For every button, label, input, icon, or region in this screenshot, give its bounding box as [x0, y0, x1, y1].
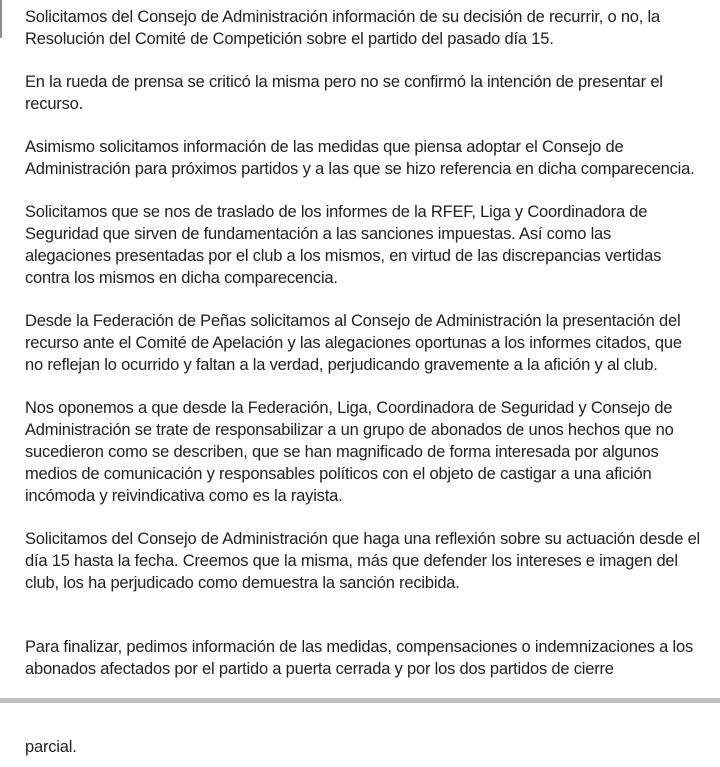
paragraph: Para finalizar, pedimos información de las medidas, compensaciones o indemnizaciones a los abonados afectados por el partido a puerta cerrada y por los dos partidos de cierre	[25, 638, 694, 678]
paragraph: Solicitamos del Consejo de Administración información de su decisión de recurrir, o no, la Resolución del Comité de Competición sobre el partido del pasado día 15.	[25, 8, 660, 48]
paragraph: Solicitamos del Consejo de Administración que haga una reflexión sobre su actuación desde el día 15 hasta la fecha. Creemos que la misma, más que defender los intereses e imagen del club, los ha perjudicado como demuestra la sanción recibida.	[25, 530, 701, 592]
page-edge-artifact	[0, 0, 2, 38]
page-break-divider	[0, 698, 720, 703]
paragraph: En la rueda de prensa se criticó la misma pero no se confirmó la intención de presentar el recurso.	[25, 73, 663, 113]
paragraph-continuation: parcial.	[25, 738, 77, 756]
document-text	[25, 6, 701, 701]
paragraph: Desde la Federación de Peñas solicitamos al Consejo de Administración la presentación del recurso ante el Comité de Apelación y las alegaciones oportunas a los informes citados, que no reflejan lo ocurrido y faltan a la verdad, perjudicando gravemente a la afición y al club.	[25, 312, 682, 374]
paragraph: Solicitamos que se nos de traslado de los informes de la RFEF, Liga y Coordinadora de Seguridad que sirven de fundamentación a las sanciones impuestas. Así como las alegaciones presentadas por el club a los mismos, en virtud de las discrepancias vertidas contra los mismos en dicha comparecencia.	[25, 203, 662, 287]
paragraph: Asimismo solicitamos información de las medidas que piensa adoptar el Consejo de Administración para próximos partidos y a las que se hizo referencia en dicha comparecencia.	[25, 138, 695, 178]
paragraph: Nos oponemos a que desde la Federación, Liga, Coordinadora de Seguridad y Consejo de Administración se trate de responsabilizar a un grupo de abonados de unos hechos que no sucedieron como se describen, que se han magnificado de forma interesada por algunos medios de comunicación y responsables políticos con el objeto de castigar a una afición incómoda y reivindicativa como es la rayista.	[25, 399, 674, 505]
